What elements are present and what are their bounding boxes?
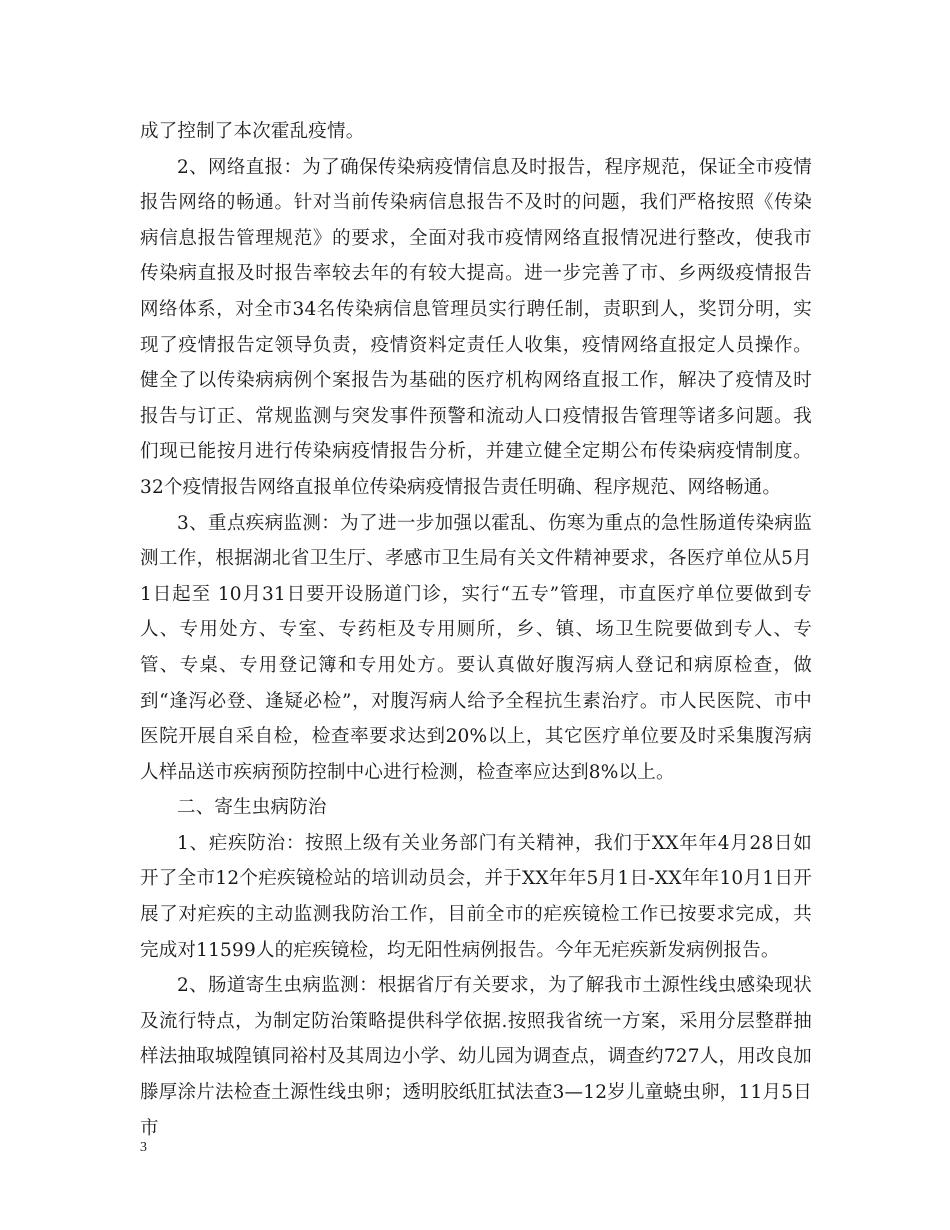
paragraph-continuation: 成了控制了本次霍乱疫情。 — [140, 121, 365, 142]
document-body — [140, 114, 812, 1146]
paragraph-key-disease-monitoring: 3、重点疾病监测：为了进一步加强以霍乱、伤寒为重点的急性肠道传染病监测工作，根据湖北省卫生厅、孝感市卫生局有关文件精神要求，各医疗单位从5月1日起至 10月31日要开设肠道门诊，实行“五专”管理，市直医疗单位要做到专人、专用处方、专室、专药柜及专用厕所，乡、镇、场卫生院要做到专人、专管、专桌、专用登记簿和专用处方。要认真做好腹泻病人登记和病原检查，做到“逢泻必登、逢疑必检”，对腹泻病人给予全程抗生素治疗。市人民医院、市中医院开展自采自检，检查率要求达到20%以上，其它医疗单位要及时采集腹泻病人样品送市疾病预防控制中心进行检测，检查率应达到8%以上。 — [140, 512, 812, 783]
paragraph-network-reporting: 2、网络直报：为了确保传染病疫情信息及时报告，程序规范，保证全市疫情报告网络的畅通。针对当前传染病信息报告不及时的问题，我们严格按照《传染病信息报告管理规范》的要求，全面对我市疫情网络直报情况进行整改，使我市传染病直报及时报告率较去年的有较大提高。进一步完善了市、乡两级疫情报告网络体系，对全市34名传染病信息管理员实行聘任制，责职到人，奖罚分明，实现了疫情报告定领导负责，疫情资料定责任人收集，疫情网络直报定人员操作。健全了以传染病病例个案报告为基础的医疗机构网络直报工作，解决了疫情及时报告与订正、常规监测与突发事件预警和流动人口疫情报告管理等诸多问题。我们现已能按月进行传染病疫情报告分析，并建立健全定期公布传染病疫情制度。32个疫情报告网络直报单位传染病疫情报告责任明确、程序规范、网络畅通。 — [140, 156, 812, 498]
paragraph-intestinal-parasite-monitoring: 2、肠道寄生虫病监测：根据省厅有关要求，为了解我市土源性线虫感染现状及流行特点，为制定防治策略提供科学依据.按照我省统一方案，采用分层整群抽样法抽取城隍镇同裕村及其周边小学、幼儿园为调查点，调查约727人，用改良加滕厚涂片法检查土源性线虫卵；透明胶纸肛拭法查3—12岁儿童蛲虫卵，11月5日市 — [140, 975, 812, 1139]
section-heading-parasitic-disease: 二、寄生虫病防治 — [177, 797, 327, 819]
paragraph-malaria-control: 1、疟疾防治：按照上级有关业务部门有关精神，我们于XX年年4月28日如开了全市12个疟疾镜检站的培训动员会，并于XX年年5月1日-XX年年10月1日开展了对疟疾的主动监测我防治工作，目前全市的疟疾镜检工作已按要求完成，共完成对11599人的疟疾镜检，均无阳性病例报告。今年无疟疾新发病例报告。 — [140, 832, 812, 961]
page-number: 3 — [140, 1140, 147, 1155]
